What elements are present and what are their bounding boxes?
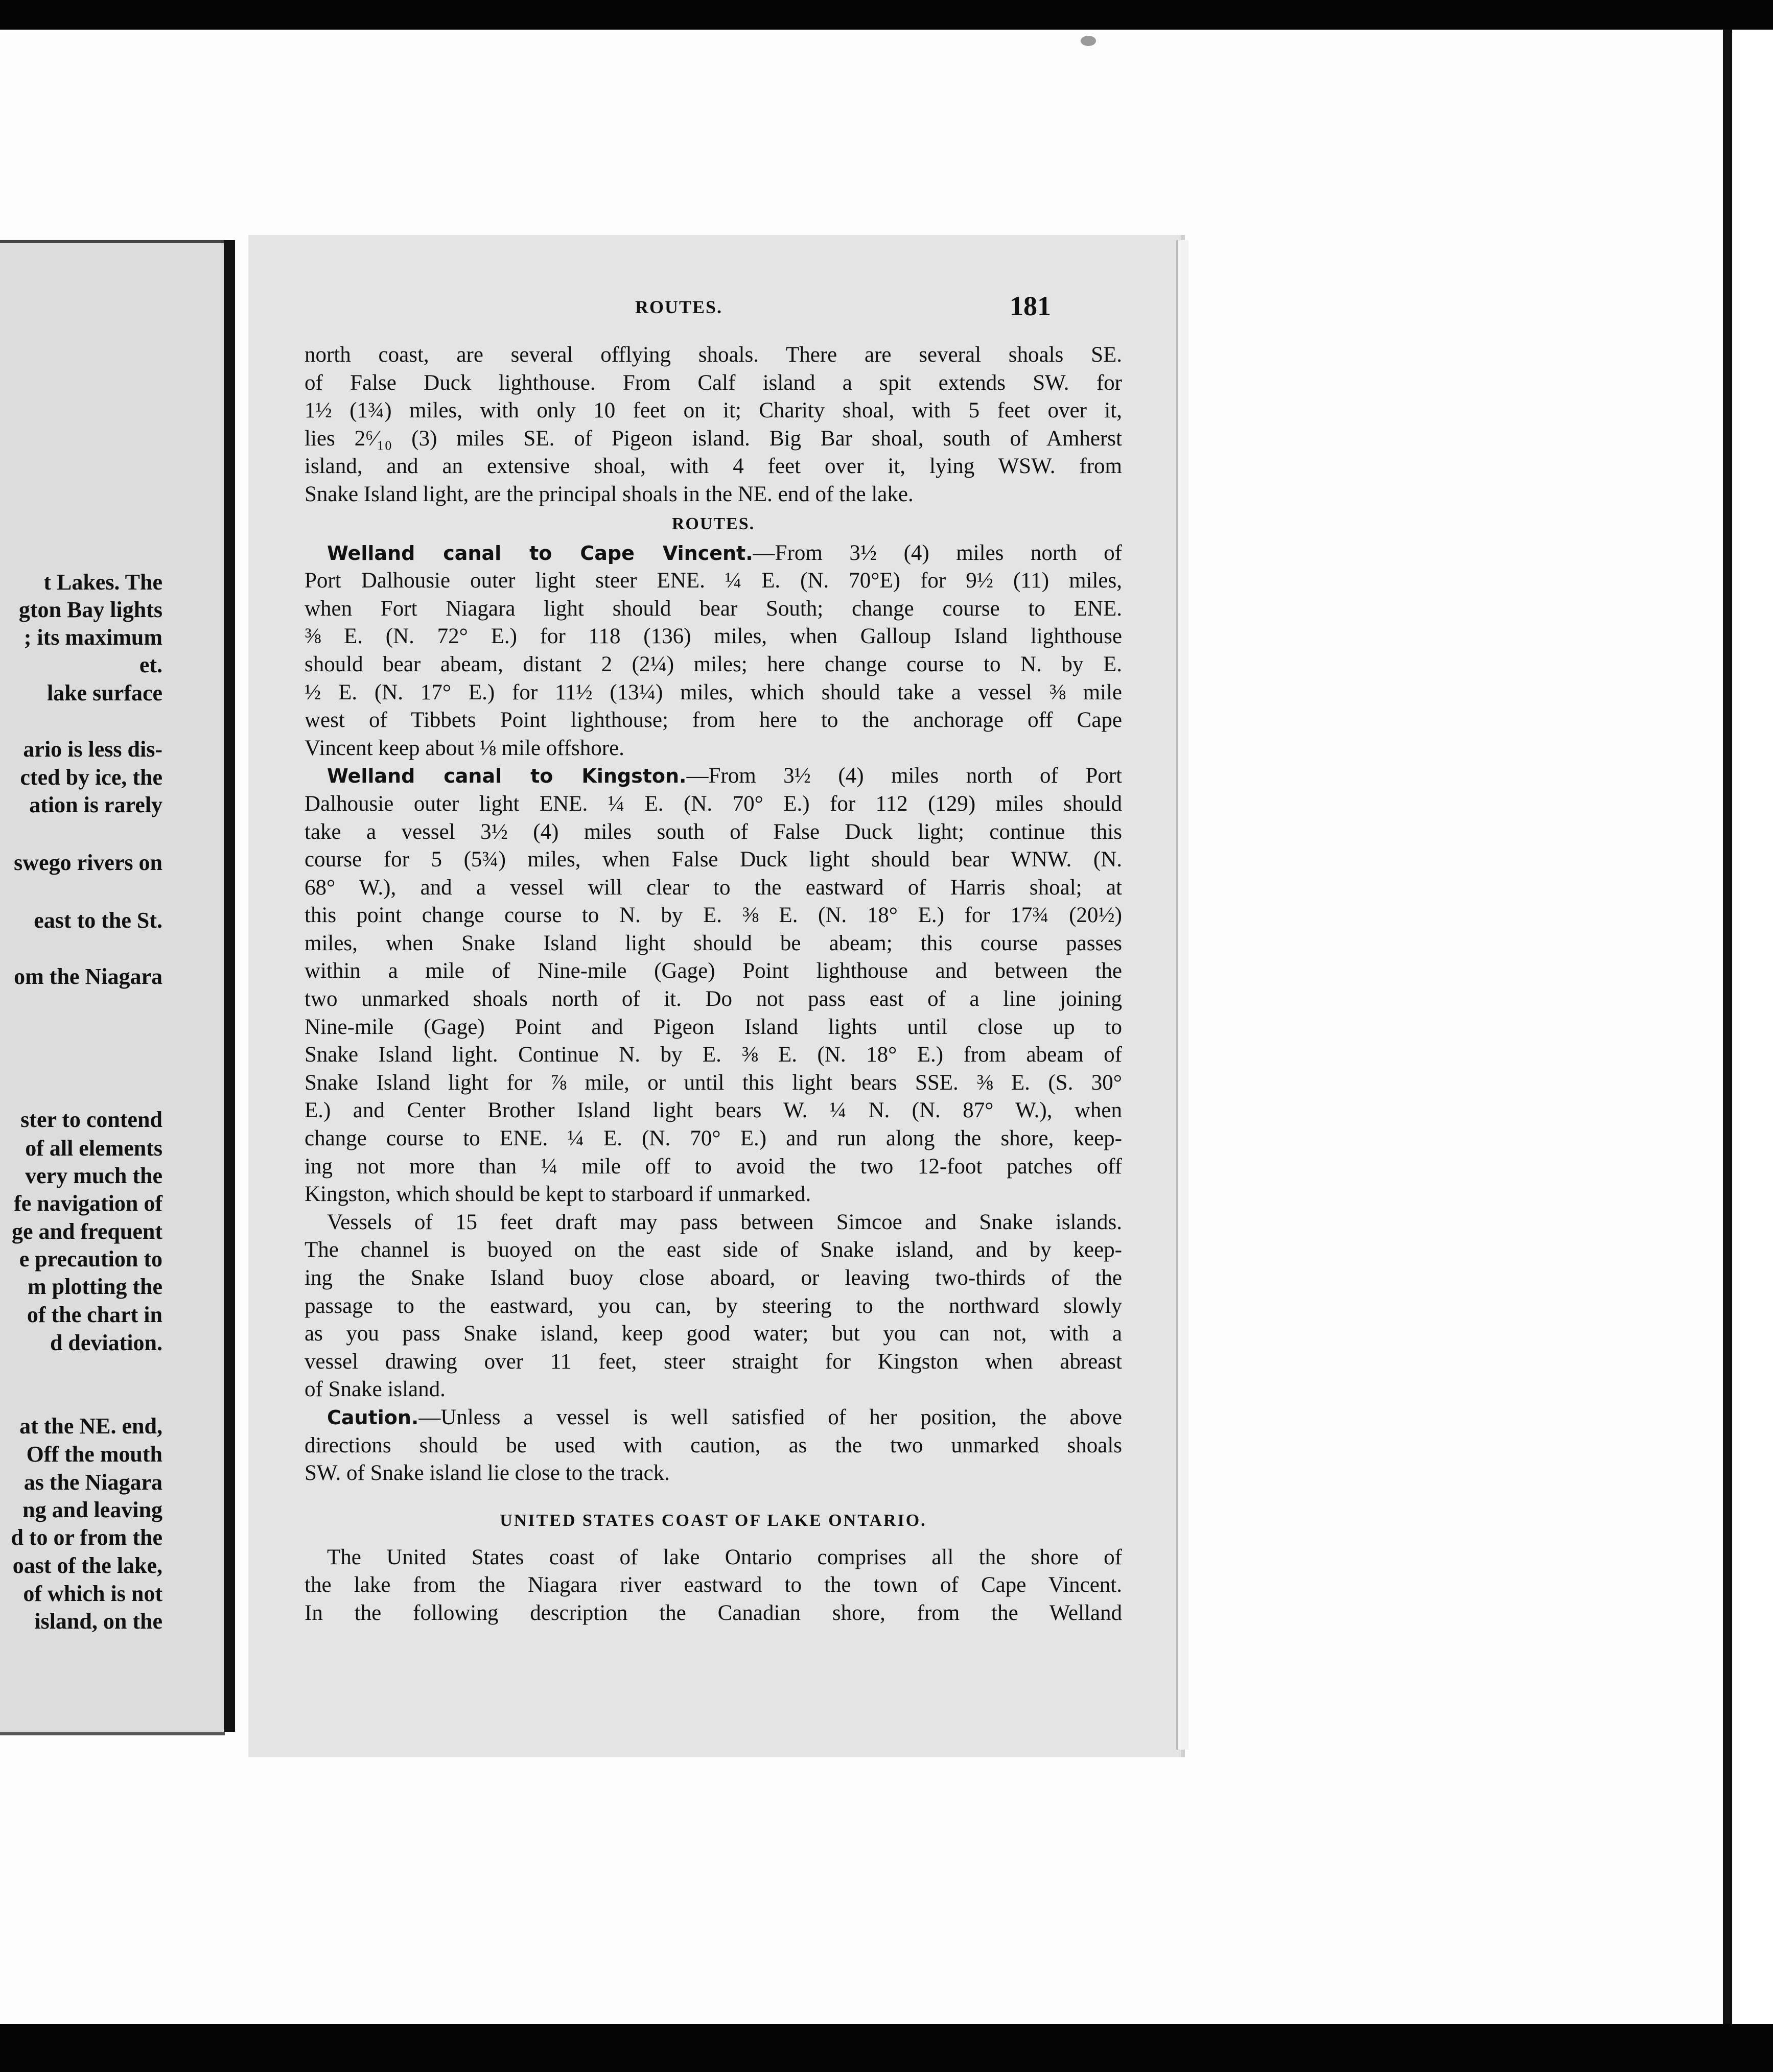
text-line: 1½ (1¾) miles, with only 10 feet on it; Charity shoal, with 5 feet over it, (305, 398, 1122, 423)
text-line: ing not more than ¼ mile off to avoid the two 12-foot patches off (305, 1154, 1122, 1179)
left-page-line: of all elements (25, 1136, 162, 1161)
left-page-line: island, on the (34, 1609, 162, 1634)
left-page-line: ster to contend (20, 1107, 162, 1132)
text-line: should bear abeam, distant 2 (2¼) miles; here change course to N. by E. (305, 652, 1122, 676)
text-line: ½ E. (N. 17° E.) for 11½ (13¼) miles, which should take a vessel ⅜ mile (305, 680, 1122, 704)
page-body (305, 341, 1122, 1628)
route-kingston-first-line: Welland canal to Kingston.—From 3½ (4) miles north of Port (327, 764, 1123, 788)
text-line: The United States coast of lake Ontario comprises all the shore of (327, 1545, 1122, 1569)
left-page-line: ation is rarely (29, 792, 162, 817)
text-line: two unmarked shoals north of it. Do not pass east of a line joining (305, 987, 1122, 1011)
text-line: passage to the eastward, you can, by steering to the northward slowly (305, 1293, 1122, 1318)
text-line: Snake Island light. Continue N. by E. ⅜ E. (N. 18° E.) from abeam of (305, 1043, 1122, 1067)
left-page-line: ge and frequent (12, 1219, 162, 1244)
caution-paragraph (305, 1404, 1122, 1488)
running-head: ROUTES. (635, 297, 723, 317)
text-line: course for 5 (5¾) miles, when False Duck light should bear WNW. (N. (305, 847, 1122, 872)
route-kingston (305, 762, 1122, 1209)
text-line: within a mile of Nine-mile (Gage) Point lighthouse and between the (305, 959, 1122, 983)
scan-border-top (0, 0, 1773, 30)
text-line: north coast, are several offlying shoals. There are several shoals SE. (305, 343, 1122, 367)
text-line: ⅜ E. (N. 72° E.) for 118 (136) miles, when Galloup Island lighthouse (305, 624, 1122, 649)
text-line: of False Duck lighthouse. From Calf island a spit extends SW. for (305, 370, 1122, 395)
left-page-line: very much the (25, 1163, 162, 1188)
route-cape-vincent-first-line: Welland canal to Cape Vincent.—From 3½ (4) miles north of (327, 540, 1122, 565)
left-page-line: t Lakes. The (43, 570, 162, 595)
text-line: E.) and Center Brother Island light bears W. ¼ N. (N. 87° W.), when (305, 1098, 1122, 1123)
text-line: Nine-mile (Gage) Point and Pigeon Island lights until close up to (305, 1015, 1122, 1039)
book-spine (224, 240, 235, 1732)
left-page-line: of which is not (23, 1581, 162, 1606)
caution-title: Caution. (327, 1406, 419, 1429)
text-line: the lake from the Niagara river eastward to the town of Cape Vincent. (305, 1573, 1122, 1597)
left-page-line: oast of the lake, (12, 1553, 162, 1578)
vessels-paragraph (305, 1209, 1122, 1404)
text-line: ing the Snake Island buoy close aboard, or leaving two-thirds of the (305, 1266, 1122, 1290)
route-kingston-title: Welland canal to Kingston. (327, 765, 687, 788)
left-page-line: et. (139, 652, 162, 677)
scan-smudge (1081, 36, 1096, 46)
page-edge (1176, 240, 1188, 1750)
scan-border-bottom (0, 2024, 1773, 2072)
route-cape-vincent-text (305, 567, 1122, 762)
intro-paragraph (305, 341, 1122, 509)
text-line: as you pass Snake island, keep good water; but you can not, with a (305, 1322, 1122, 1346)
text-line: miles, when Snake Island light should be abeam; this course passes (305, 931, 1122, 955)
left-page-line: m plotting the (28, 1274, 162, 1299)
text-line: vessel drawing over 11 feet, steer straight for Kingston when abreast (305, 1349, 1122, 1374)
left-page-line: fe navigation of (14, 1191, 162, 1216)
left-page-line: d to or from the (11, 1525, 162, 1550)
us-coast-paragraph (305, 1544, 1122, 1628)
left-page-line: east to the St. (34, 908, 162, 933)
left-page-line: lake surface (46, 680, 162, 705)
right-page (248, 235, 1181, 1757)
text-line: In the following description the Canadian shore, from the Welland (305, 1600, 1122, 1625)
left-page-line: swego rivers on (14, 850, 162, 875)
left-page-line: cted by ice, the (20, 765, 162, 790)
routes-heading: ROUTES. (671, 514, 755, 533)
left-page-line: ario is less dis- (23, 737, 162, 762)
text-line: change course to ENE. ¼ E. (N. 70° E.) and run along the shore, keep- (305, 1126, 1122, 1151)
caution-text (305, 1432, 1122, 1488)
route-cape-vincent (305, 539, 1122, 763)
left-page-line: Off the mouth (26, 1442, 162, 1467)
left-page-line: e precaution to (19, 1246, 162, 1272)
left-page-line: of the chart in (27, 1302, 162, 1327)
text-line: Kingston, which should be kept to starboard if unmarked. (305, 1182, 811, 1207)
text-line: Vessels of 15 feet draft may pass between Simcoe and Snake islands. (327, 1210, 1122, 1234)
text-line: west of Tibbets Point lighthouse; from here to the anchorage off Cape (305, 708, 1122, 733)
text-line: Port Dalhousie outer light steer ENE. ¼ E. (N. 70°E) for 9½ (11) miles, (305, 569, 1122, 593)
left-page-line: at the NE. end, (19, 1414, 162, 1439)
route-kingston-text (305, 790, 1122, 1209)
text-line: The channel is buoyed on the east side of Snake island, and by keep- (305, 1238, 1122, 1262)
text-line: when Fort Niagara light should bear South; change course to ENE. (305, 596, 1122, 621)
text-line: Snake Island light, are the principal shoals in the NE. end of the lake. (305, 482, 914, 506)
page-header (248, 291, 1181, 332)
left-page-line: d deviation. (50, 1330, 162, 1355)
text-line: directions should be used with caution, as the two unmarked shoals (305, 1433, 1122, 1457)
text-line: SW. of Snake island lie close to the track. (305, 1461, 670, 1486)
text-line: Dalhousie outer light ENE. ¼ E. (N. 70° E.) for 112 (129) miles should (305, 791, 1122, 816)
left-page-fragment (0, 240, 225, 1735)
left-page-line: gton Bay lights (18, 597, 162, 622)
text-line: 68° W.), and a vessel will clear to the eastward of Harris shoal; at (305, 875, 1122, 900)
text-line: Vincent keep about ⅛ mile offshore. (305, 736, 624, 760)
text-line: lies 2⁶⁄₁₀ (3) miles SE. of Pigeon island. Big Bar shoal, south of Amherst (305, 426, 1122, 451)
text-line: of Snake island. (305, 1377, 446, 1402)
text-line: Snake Island light for ⅞ mile, or until this light bears SSE. ⅜ E. (S. 30° (305, 1070, 1122, 1095)
us-coast-heading: UNITED STATES COAST OF LAKE ONTARIO. (500, 1511, 927, 1530)
text-line: island, and an extensive shoal, with 4 feet over it, lying WSW. from (305, 454, 1122, 479)
left-page-line: ng and leaving (22, 1497, 162, 1522)
left-page-line: om the Niagara (14, 964, 162, 989)
text-line: this point change course to N. by E. ⅜ E. (N. 18° E.) for 17¾ (20½) (305, 903, 1122, 928)
left-page-line: ; its maximum (24, 625, 162, 650)
caution-first-line: Caution.—Unless a vessel is well satisfied of her position, the above (327, 1405, 1122, 1429)
text-line: take a vessel 3½ (4) miles south of False Duck light; continue this (305, 819, 1122, 844)
page-number: 181 (1010, 291, 1051, 321)
left-page-line: as the Niagara (24, 1470, 162, 1495)
route-cape-vincent-title: Welland canal to Cape Vincent. (327, 541, 753, 564)
